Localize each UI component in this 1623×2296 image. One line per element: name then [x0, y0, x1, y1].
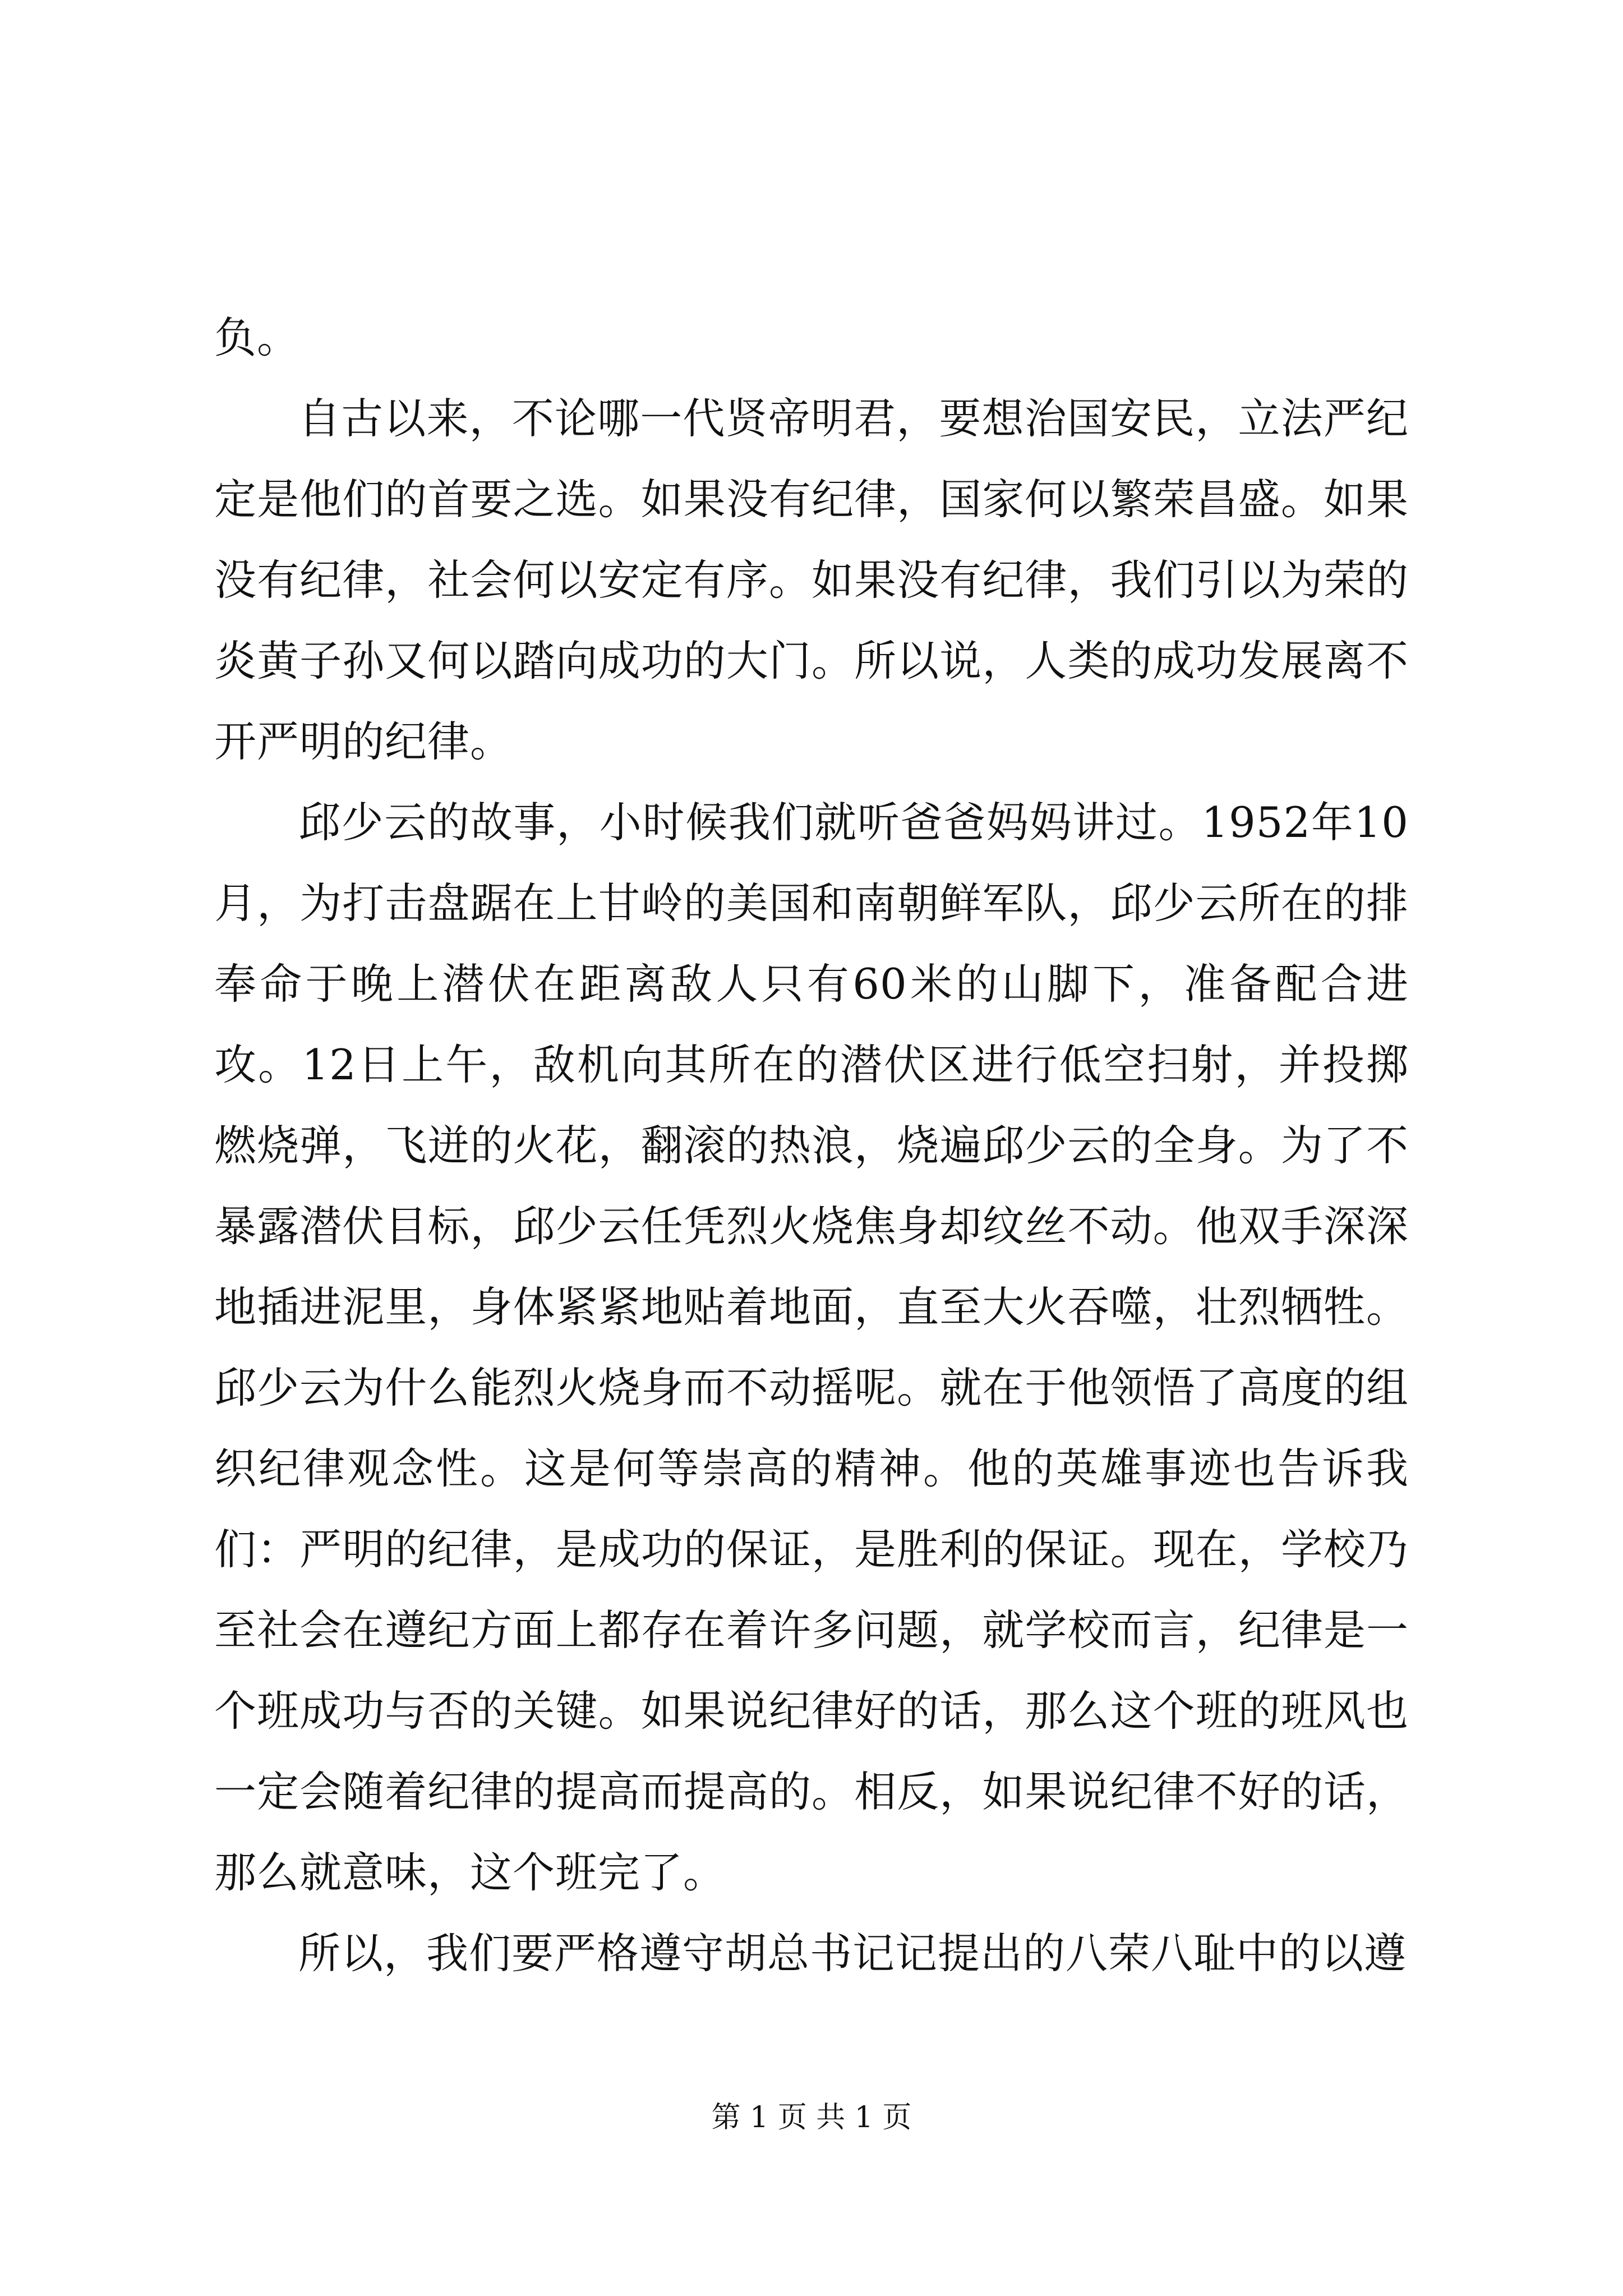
- paragraph-discipline-history: 自古以来，不论哪一代贤帝明君，要想治国安民，立法严纪定是他们的首要之选。如果没有纪律，国家何以繁荣昌盛。如果没有纪律，社会何以安定有序。如果没有纪律，我们引以为荣的炎黄子孙又何以踏向成功的大门。所以说，人类的成功发展离不开严明的纪律。: [214, 394, 1409, 766]
- paragraph-continuation: 负。: [214, 313, 300, 362]
- document-body: [214, 297, 1409, 1994]
- paragraph-conclusion-start: 所以，我们要严格遵守胡总书记记提出的八荣八耻中的以遵: [298, 1929, 1407, 1978]
- page-number-footer: 第 1 页 共 1 页: [711, 2101, 912, 2134]
- paragraph-qiu-shaoyun-story: 邱少云的故事，小时候我们就听爸爸妈妈讲过。1952年10月，为打击盘踞在上甘岭的美国和南朝鲜军队，邱少云所在的排奉命于晚上潜伏在距离敌人只有60米的山脚下，准备配合进攻。12日上午，敌机向其所在的潜伏区进行低空扫射，并投掷燃烧弹，飞迸的火花，翻滚的热浪，烧遍邱少云的全身。为了不暴露潜伏目标，邱少云任凭烈火烧焦身却纹丝不动。他双手深深地插进泥里，身体紧紧地贴着地面，直至大火吞噬，壮烈牺牲。邱少云为什么能烈火烧身而不动摇呢。就在于他领悟了高度的组织纪律观念性。这是何等崇高的精神。他的英雄事迹也告诉我们：严明的纪律，是成功的保证，是胜利的保证。现在，学校乃至社会在遵纪方面上都存在着许多问题，就学校而言，纪律是一个班成功与否的关键。如果说纪律好的话，那么这个班的班风也一定会随着纪律的提高而提高的。相反，如果说纪律不好的话，那么就意味，这个班完了。: [214, 798, 1409, 1897]
